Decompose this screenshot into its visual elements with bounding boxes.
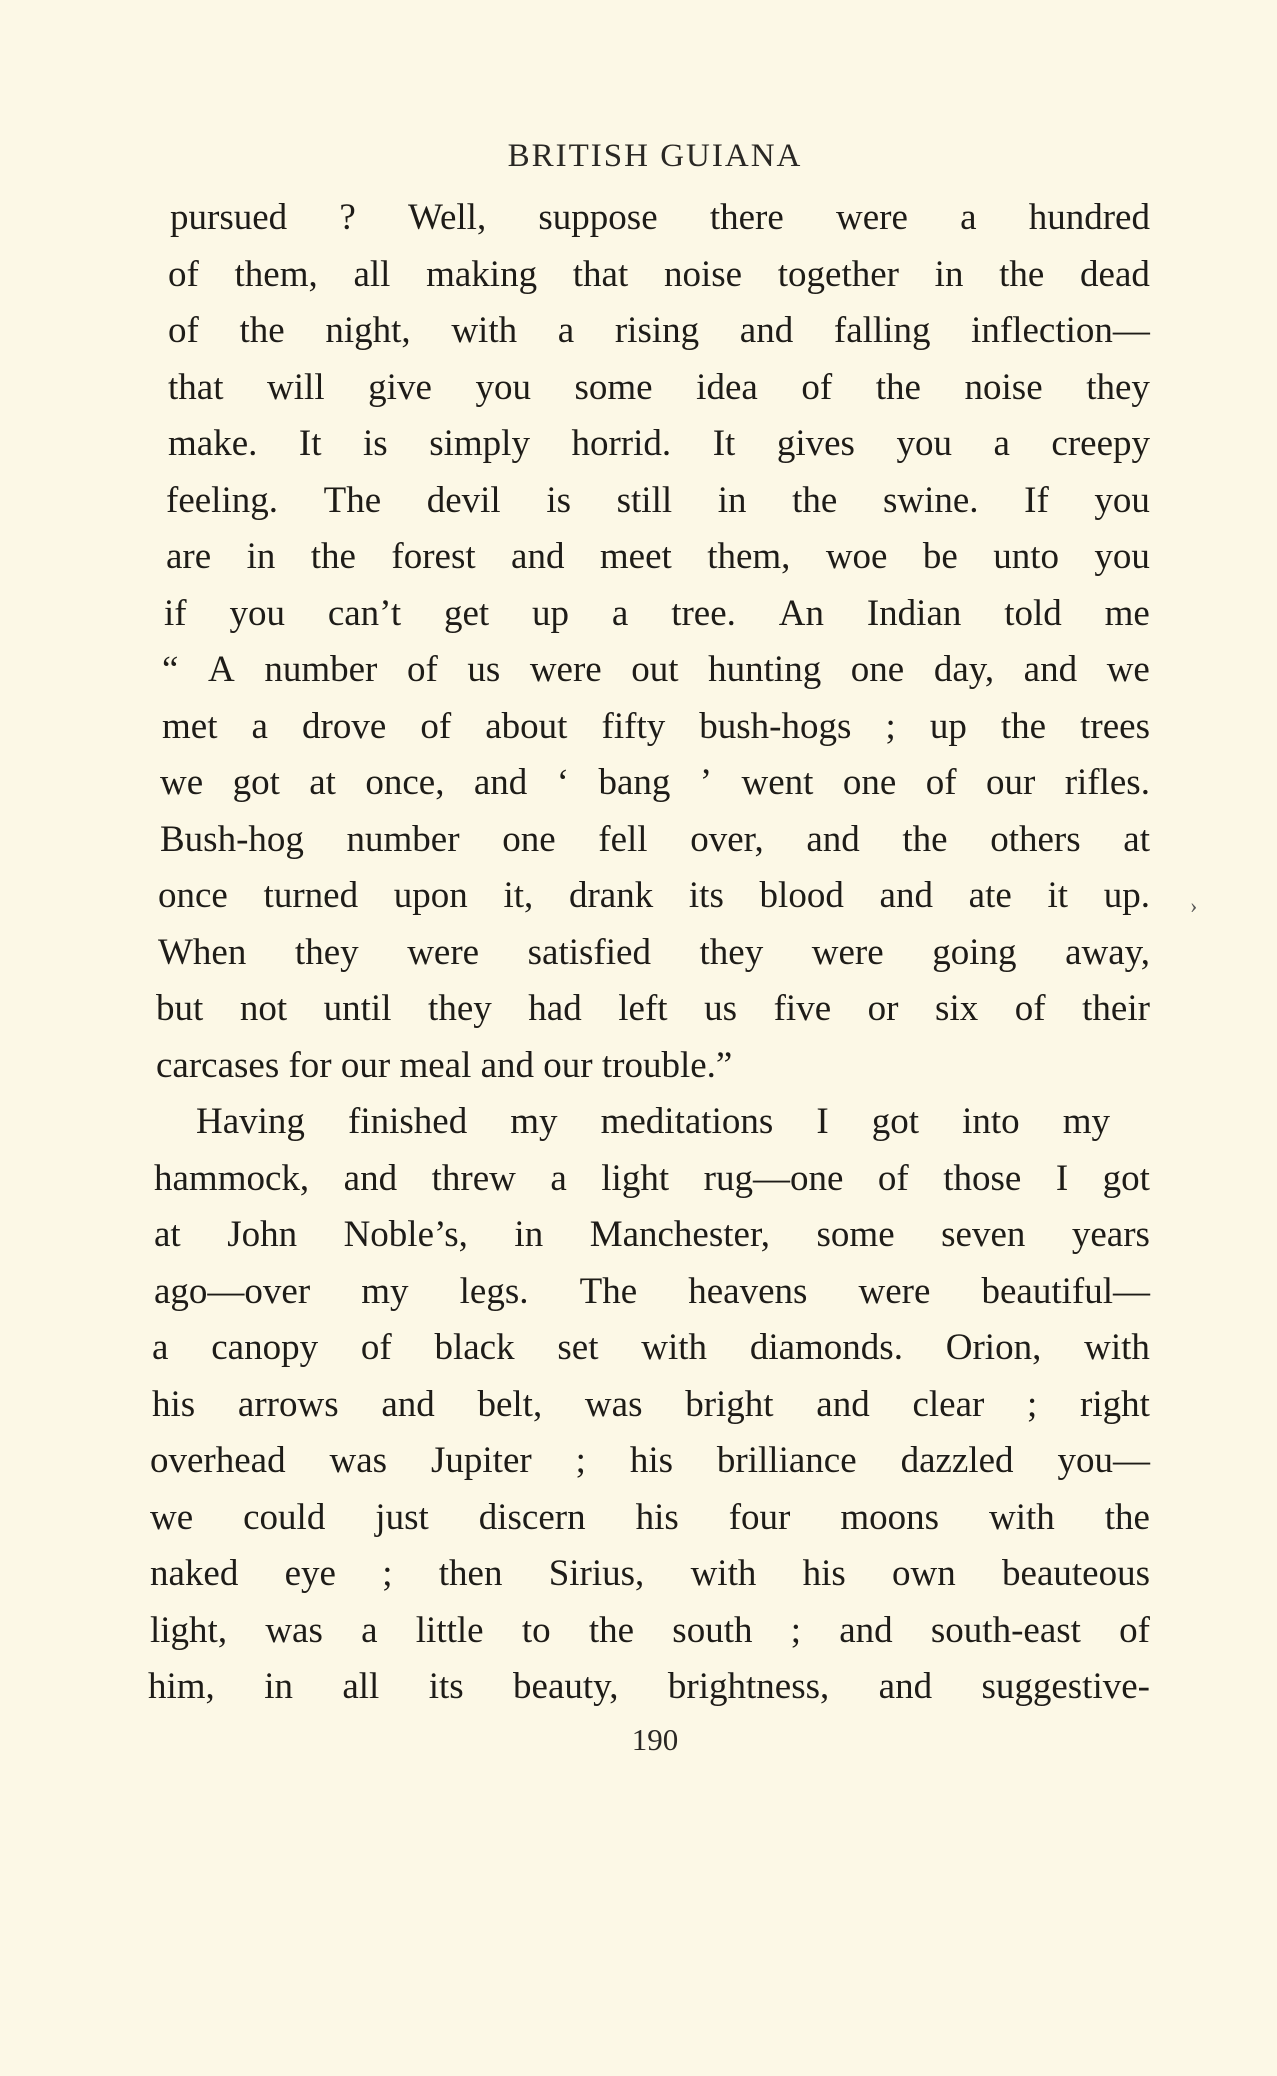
text-line: once turned upon it, drank its blood and ate it up. xyxy=(158,875,1150,916)
text-line: if you can’t get up a tree. An Indian told me xyxy=(164,592,1150,634)
text-line: him, in all its beauty, brightness, and suggestive- xyxy=(148,1666,1150,1707)
text-line: light, was a little to the south ; and south-east of xyxy=(150,1609,1150,1651)
text-line: of them, all making that noise together in the dead xyxy=(168,253,1150,295)
text-line: hammock, and threw a light rug—one of those I got xyxy=(154,1157,1150,1199)
text-line: that will give you some idea of the noise they xyxy=(168,366,1150,408)
text-line: “ A number of us were out hunting one day, and we xyxy=(162,649,1150,690)
text-line: at John Noble’s, in Manchester, some seven years xyxy=(154,1214,1150,1255)
text-line: ago—over my legs. The heavens were beautiful— xyxy=(154,1270,1150,1312)
running-title: BRITISH GUIANA xyxy=(507,138,803,174)
text-line: are in the forest and meet them, woe be unto you xyxy=(166,536,1150,577)
text-line: When they were satisfied they were going away, xyxy=(158,931,1150,973)
text-line: we got at once, and ‘ bang ’ went one of our rifles. xyxy=(160,762,1150,803)
text-line: overhead was Jupiter ; his brilliance dazzled you— xyxy=(150,1440,1150,1481)
text-line: naked eye ; then Sirius, with his own beauteous xyxy=(150,1553,1150,1594)
text-line: make. It is simply horrid. It gives you a creepy xyxy=(168,423,1150,464)
text-line: carcases for our meal and our trouble.” xyxy=(156,1044,733,1086)
text-line: feeling. The devil is still in the swine. If you xyxy=(166,479,1150,521)
page-number: 190 xyxy=(631,1722,679,1757)
text-line: we could just discern his four moons with the xyxy=(150,1496,1150,1538)
body-text xyxy=(148,190,1150,1716)
text-line: pursued ? Well, suppose there were a hundred xyxy=(170,197,1150,238)
margin-mark: › xyxy=(1190,893,1198,918)
text-line: met a drove of about fifty bush-hogs ; up the trees xyxy=(162,705,1150,747)
text-line: a canopy of black set with diamonds. Orion, with xyxy=(152,1327,1150,1368)
text-line: his arrows and belt, was bright and clear ; right xyxy=(152,1383,1150,1425)
text-line: Bush-hog number one fell over, and the others at xyxy=(160,818,1150,860)
text-line: Having finished my meditations I got into my xyxy=(196,1101,1110,1142)
text-line: but not until they had left us five or six of their xyxy=(156,988,1150,1029)
text-line: of the night, with a rising and falling inflection— xyxy=(168,310,1150,351)
